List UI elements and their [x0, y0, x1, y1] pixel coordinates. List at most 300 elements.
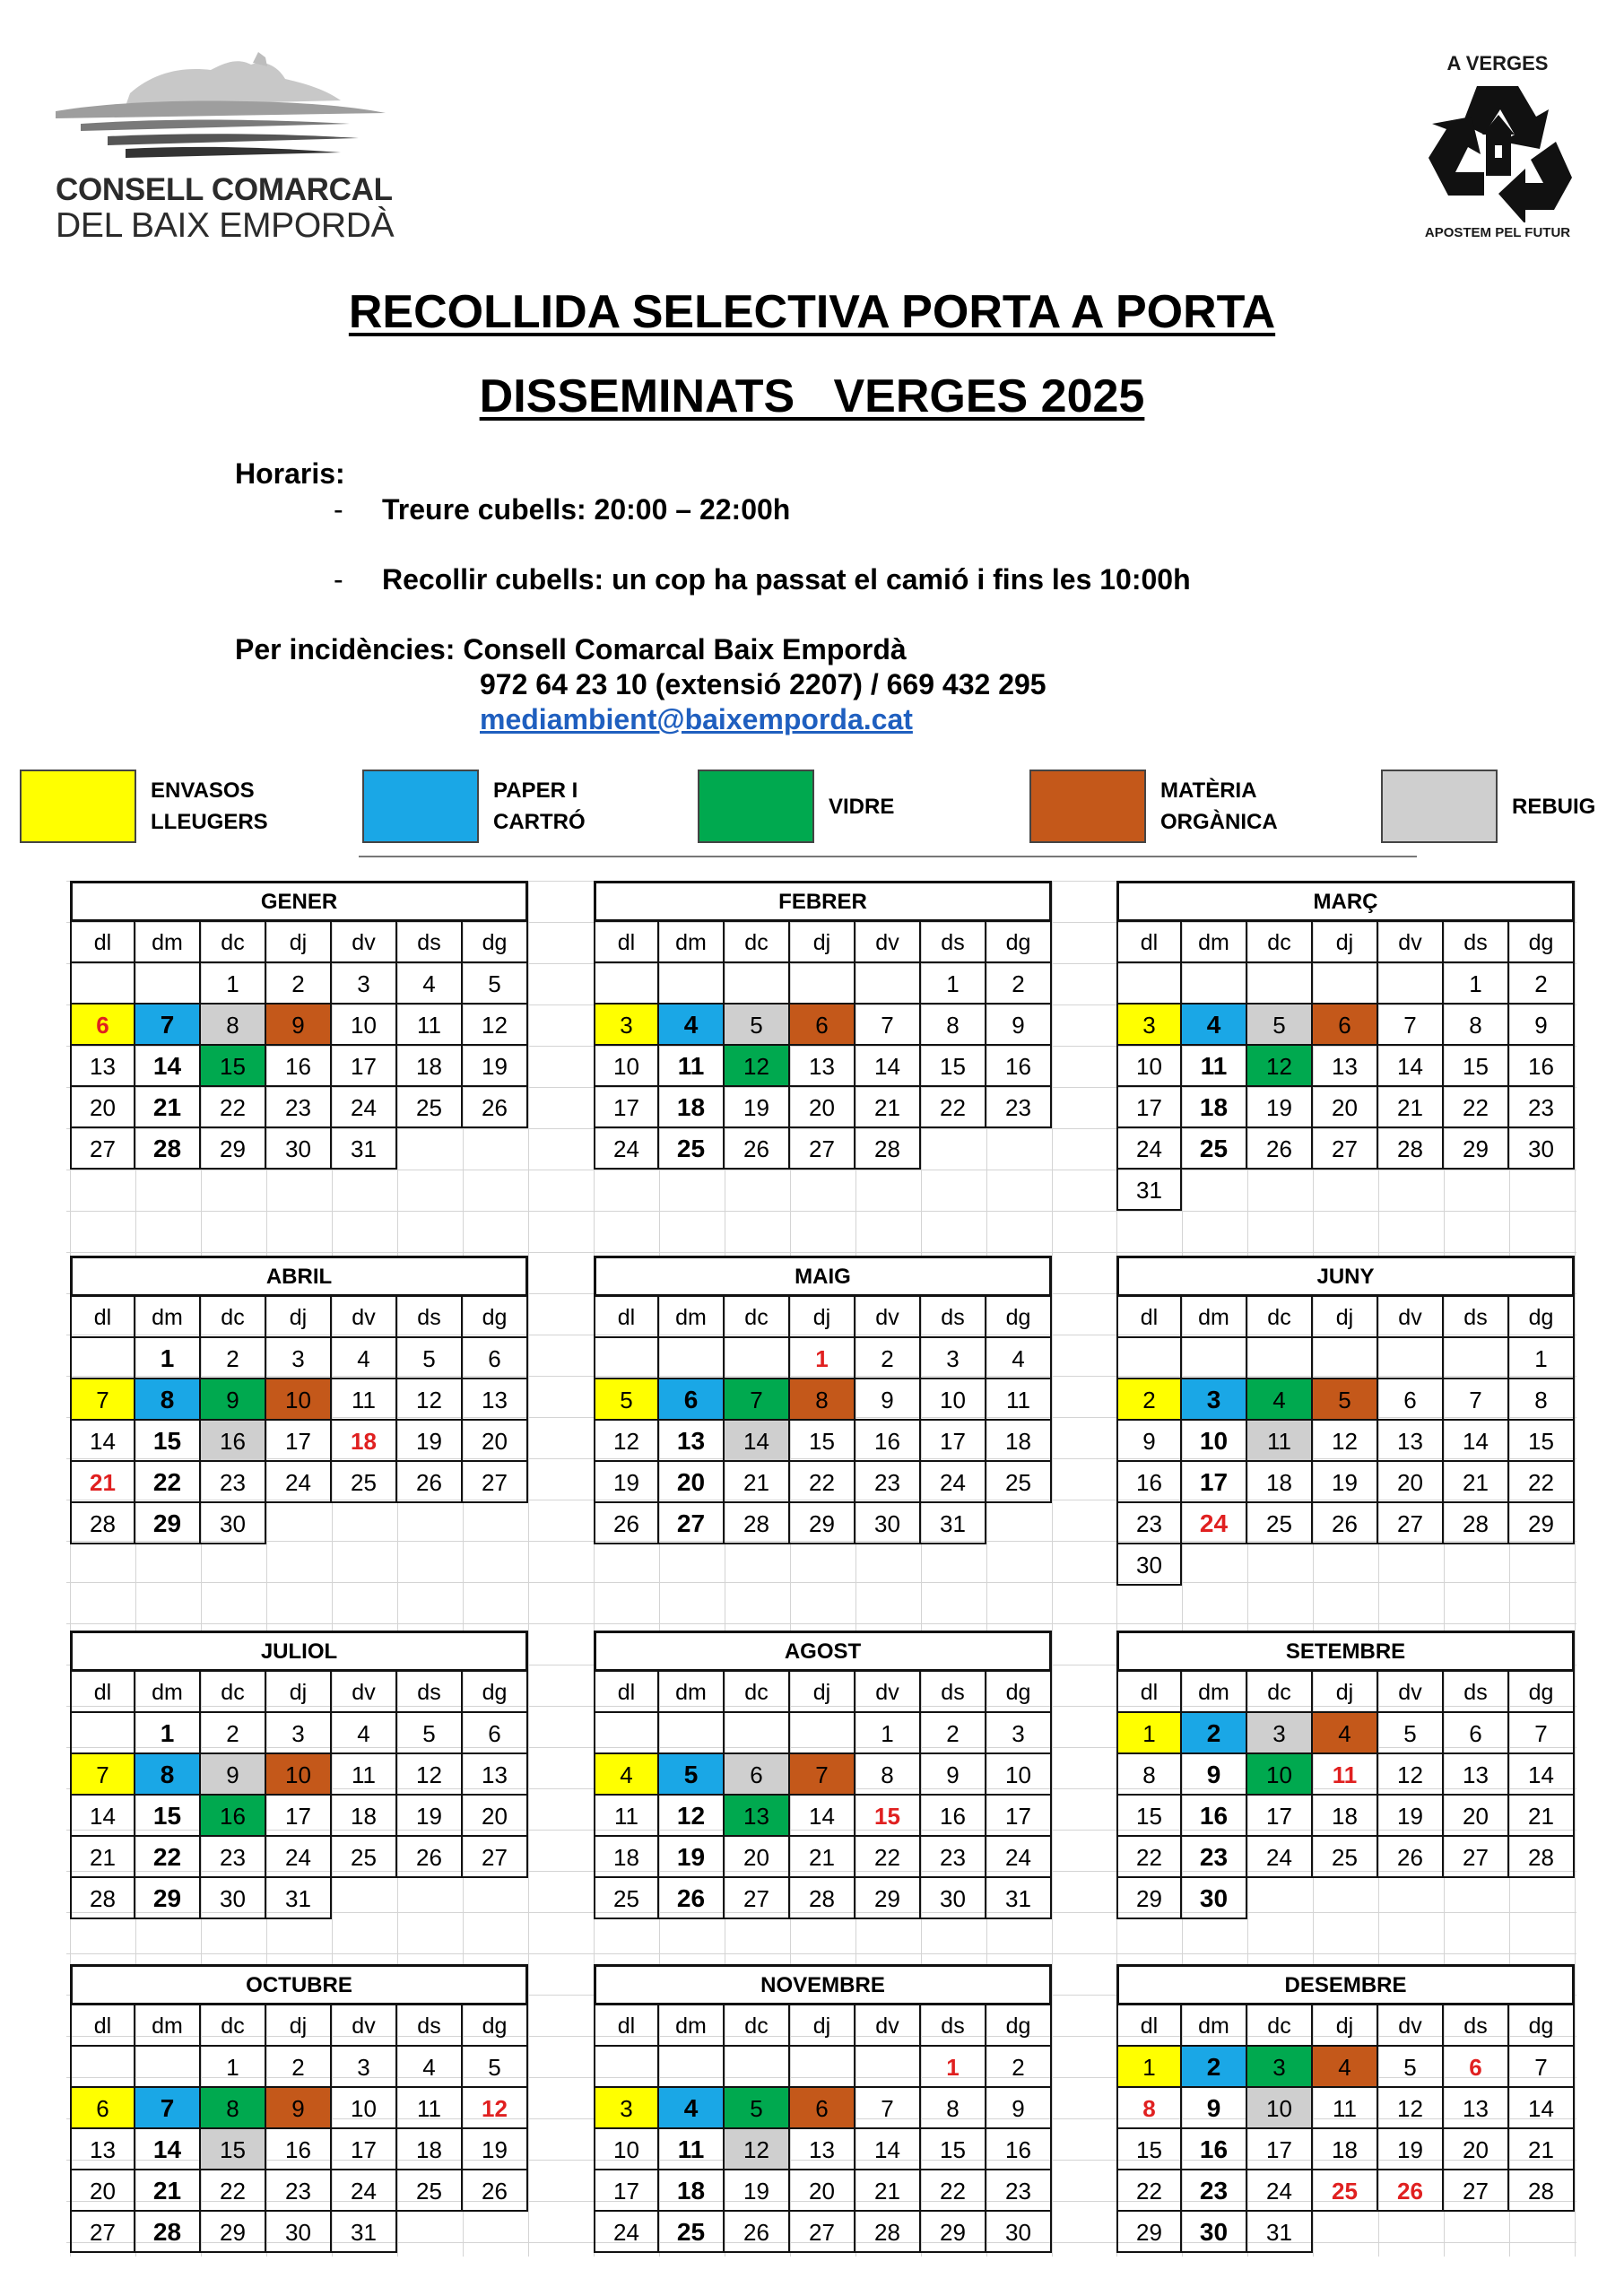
day-cell: 31: [1247, 2212, 1313, 2253]
day-cell: 27: [1313, 1128, 1378, 1170]
day-cell: 25: [332, 1462, 397, 1503]
day-cell: 23: [1116, 1503, 1182, 1544]
day-cell: 3: [594, 2088, 659, 2129]
day-cell: 24: [1116, 1128, 1182, 1170]
day-cell: 7: [70, 1379, 135, 1421]
day-cell: 10: [266, 1754, 332, 1796]
day-cell: 19: [725, 1087, 790, 1128]
day-cell: 3: [1116, 1004, 1182, 1046]
day-cell: 6: [1313, 1004, 1378, 1046]
month-name: NOVEMBRE: [594, 1964, 1052, 2005]
day-cell: 22: [855, 1837, 921, 1878]
day-cell: 12: [463, 1004, 528, 1046]
day-cell: 8: [790, 1379, 855, 1421]
day-cell: 8: [1509, 1379, 1575, 1421]
day-cell: 11: [1247, 1421, 1313, 1462]
weekday-header: dv: [332, 2005, 397, 2047]
day-cell: 28: [855, 1128, 921, 1170]
day-cell: 5: [1378, 1713, 1444, 1754]
empty-cell: [1444, 1338, 1509, 1379]
day-cell: 18: [659, 2170, 725, 2212]
day-cell: 4: [594, 1754, 659, 1796]
day-cell: 17: [332, 2129, 397, 2170]
day-cell: 23: [266, 1087, 332, 1128]
day-cell: 8: [921, 1004, 986, 1046]
day-cell: 4: [659, 1004, 725, 1046]
weekday-header: dl: [1116, 1297, 1182, 1338]
day-cell: 31: [921, 1503, 986, 1544]
empty-cell: [1247, 1338, 1313, 1379]
day-cell: 8: [921, 2088, 986, 2129]
day-cell: 20: [1444, 1796, 1509, 1837]
day-cell: 19: [1247, 1087, 1313, 1128]
day-cell: 11: [986, 1379, 1052, 1421]
day-cell: 15: [921, 2129, 986, 2170]
weekday-header: dl: [1116, 1672, 1182, 1713]
day-cell: 18: [594, 1837, 659, 1878]
day-cell: 17: [986, 1796, 1052, 1837]
day-cell: 20: [659, 1462, 725, 1503]
day-cell: 15: [1116, 1796, 1182, 1837]
day-cell: 27: [1444, 1837, 1509, 1878]
day-cell: 10: [1247, 1754, 1313, 1796]
day-cell: 20: [1378, 1462, 1444, 1503]
day-cell: 27: [463, 1837, 528, 1878]
day-cell: 12: [725, 2129, 790, 2170]
guide-line: [1575, 881, 1576, 2257]
day-cell: 21: [135, 2170, 201, 2212]
day-cell: 3: [1247, 2047, 1313, 2088]
weekday-header: dg: [986, 922, 1052, 963]
day-cell: 15: [201, 2129, 266, 2170]
day-cell: 3: [332, 963, 397, 1004]
day-cell: 30: [266, 1128, 332, 1170]
day-cell: 21: [1509, 2129, 1575, 2170]
day-cell: 25: [397, 1087, 463, 1128]
day-cell: 19: [397, 1796, 463, 1837]
day-cell: 18: [986, 1421, 1052, 1462]
day-cell: 16: [266, 2129, 332, 2170]
weekday-header: dj: [1313, 1297, 1378, 1338]
day-cell: 16: [855, 1421, 921, 1462]
weekday-header: dc: [725, 2005, 790, 2047]
weekday-header: dc: [201, 2005, 266, 2047]
weekday-header: dm: [659, 922, 725, 963]
month-name: ABRIL: [70, 1256, 528, 1297]
weekday-header: dm: [135, 1297, 201, 1338]
day-cell: 28: [790, 1878, 855, 1919]
day-cell: 16: [921, 1796, 986, 1837]
day-cell: 26: [463, 2170, 528, 2212]
day-cell: 5: [1378, 2047, 1444, 2088]
weekday-header: dl: [1116, 922, 1182, 963]
weekday-header: ds: [921, 2005, 986, 2047]
day-cell: 29: [201, 1128, 266, 1170]
day-cell: 8: [135, 1754, 201, 1796]
day-cell: 18: [397, 2129, 463, 2170]
day-cell: 29: [1116, 2212, 1182, 2253]
day-cell: 9: [855, 1379, 921, 1421]
day-cell: 24: [266, 1837, 332, 1878]
day-cell: 5: [397, 1338, 463, 1379]
day-cell: 4: [332, 1338, 397, 1379]
day-cell: 5: [594, 1379, 659, 1421]
day-cell: 27: [1444, 2170, 1509, 2212]
weekday-header: dj: [1313, 2005, 1378, 2047]
day-cell: 26: [1247, 1128, 1313, 1170]
day-cell: 4: [986, 1338, 1052, 1379]
empty-cell: [594, 2047, 659, 2088]
day-cell: 24: [921, 1462, 986, 1503]
day-cell: 21: [70, 1462, 135, 1503]
day-cell: 21: [855, 1087, 921, 1128]
day-cell: 4: [1313, 1713, 1378, 1754]
day-cell: 1: [921, 2047, 986, 2088]
day-cell: 4: [397, 2047, 463, 2088]
day-cell: 9: [266, 2088, 332, 2129]
empty-cell: [855, 2047, 921, 2088]
day-cell: 12: [725, 1046, 790, 1087]
schedule-dash-2: -: [334, 563, 343, 596]
day-cell: 22: [921, 1087, 986, 1128]
guide-line: [66, 1623, 1576, 1624]
weekday-header: dl: [70, 1672, 135, 1713]
day-cell: 6: [790, 2088, 855, 2129]
weekday-header: dm: [659, 1297, 725, 1338]
day-cell: 2: [986, 963, 1052, 1004]
day-cell: 1: [201, 963, 266, 1004]
day-cell: 16: [201, 1421, 266, 1462]
month-name: FEBRER: [594, 881, 1052, 922]
day-cell: 4: [659, 2088, 725, 2129]
day-cell: 28: [1509, 1837, 1575, 1878]
day-cell: 20: [463, 1421, 528, 1462]
weekday-header: dg: [986, 2005, 1052, 2047]
day-cell: 2: [921, 1713, 986, 1754]
day-cell: 5: [463, 2047, 528, 2088]
day-cell: 13: [70, 1046, 135, 1087]
day-cell: 1: [790, 1338, 855, 1379]
day-cell: 23: [201, 1837, 266, 1878]
day-cell: 5: [659, 1754, 725, 1796]
weekday-header: dv: [855, 922, 921, 963]
day-cell: 11: [397, 1004, 463, 1046]
weekday-header: ds: [921, 1672, 986, 1713]
day-cell: 3: [1182, 1379, 1247, 1421]
day-cell: 24: [1247, 1837, 1313, 1878]
weekday-header: dl: [1116, 2005, 1182, 2047]
day-cell: 16: [266, 1046, 332, 1087]
day-cell: 18: [332, 1796, 397, 1837]
day-cell: 29: [201, 2212, 266, 2253]
day-cell: 5: [463, 963, 528, 1004]
day-cell: 14: [790, 1796, 855, 1837]
legend-label-envasos: ENVASOS LLEUGERS: [151, 778, 268, 834]
day-cell: 26: [1378, 1837, 1444, 1878]
month-name: SETEMBRE: [1116, 1631, 1575, 1672]
day-cell: 20: [463, 1796, 528, 1837]
day-cell: 29: [1509, 1503, 1575, 1544]
day-cell: 12: [594, 1421, 659, 1462]
weekday-header: dv: [1378, 1672, 1444, 1713]
weekday-header: dj: [1313, 922, 1378, 963]
day-cell: 5: [397, 1713, 463, 1754]
day-cell: 2: [855, 1338, 921, 1379]
weekday-header: dm: [135, 922, 201, 963]
day-cell: 11: [659, 1046, 725, 1087]
day-cell: 18: [1313, 1796, 1378, 1837]
weekday-header: dv: [332, 1297, 397, 1338]
day-cell: 11: [397, 2088, 463, 2129]
day-cell: 9: [1182, 2088, 1247, 2129]
day-cell: 17: [266, 1421, 332, 1462]
weekday-header: dg: [463, 922, 528, 963]
weekday-header: ds: [1444, 922, 1509, 963]
day-cell: 14: [70, 1421, 135, 1462]
day-cell: 6: [70, 2088, 135, 2129]
empty-cell: [659, 1713, 725, 1754]
day-cell: 29: [135, 1503, 201, 1544]
title-line2-text: DISSEMINATS VERGES 2025: [479, 370, 1145, 422]
day-cell: 14: [1444, 1421, 1509, 1462]
day-cell: 2: [1182, 2047, 1247, 2088]
day-cell: 22: [135, 1462, 201, 1503]
day-cell: 9: [986, 1004, 1052, 1046]
day-cell: 4: [1182, 1004, 1247, 1046]
day-cell: 8: [855, 1754, 921, 1796]
day-cell: 11: [1313, 2088, 1378, 2129]
day-cell: 6: [463, 1713, 528, 1754]
day-cell: 16: [986, 2129, 1052, 2170]
day-cell: 30: [201, 1878, 266, 1919]
day-cell: 19: [463, 2129, 528, 2170]
day-cell: 23: [1182, 1837, 1247, 1878]
day-cell: 11: [1182, 1046, 1247, 1087]
day-cell: 18: [659, 1087, 725, 1128]
day-cell: 1: [1116, 1713, 1182, 1754]
incidents-email-link[interactable]: mediambient@baixemporda.cat: [480, 703, 913, 735]
day-cell: 12: [1378, 1754, 1444, 1796]
day-cell: 12: [397, 1379, 463, 1421]
day-cell: 13: [725, 1796, 790, 1837]
day-cell: 20: [790, 2170, 855, 2212]
day-cell: 13: [463, 1754, 528, 1796]
weekday-header: ds: [397, 2005, 463, 2047]
day-cell: 12: [397, 1754, 463, 1796]
day-cell: 26: [725, 1128, 790, 1170]
weekday-header: dj: [266, 2005, 332, 2047]
day-cell: 19: [1378, 2129, 1444, 2170]
day-cell: 1: [1444, 963, 1509, 1004]
weekday-header: dm: [135, 1672, 201, 1713]
day-cell: 30: [1182, 2212, 1247, 2253]
day-cell: 3: [266, 1338, 332, 1379]
day-cell: 14: [855, 1046, 921, 1087]
day-cell: 3: [1247, 1713, 1313, 1754]
day-cell: 17: [1182, 1462, 1247, 1503]
day-cell: 7: [1444, 1379, 1509, 1421]
day-cell: 13: [790, 1046, 855, 1087]
day-cell: 8: [1116, 1754, 1182, 1796]
day-cell: 5: [725, 2088, 790, 2129]
day-cell: 5: [1313, 1379, 1378, 1421]
day-cell: 23: [986, 2170, 1052, 2212]
weekday-header: dm: [1182, 1297, 1247, 1338]
day-cell: 27: [1378, 1503, 1444, 1544]
weekday-header: dm: [659, 1672, 725, 1713]
day-cell: 24: [594, 1128, 659, 1170]
day-cell: 6: [1378, 1379, 1444, 1421]
weekday-header: dj: [266, 1297, 332, 1338]
day-cell: 27: [70, 2212, 135, 2253]
day-cell: 2: [266, 2047, 332, 2088]
day-cell: 21: [1444, 1462, 1509, 1503]
day-cell: 17: [332, 1046, 397, 1087]
day-cell: 6: [70, 1004, 135, 1046]
weekday-header: dv: [855, 1297, 921, 1338]
day-cell: 15: [1444, 1046, 1509, 1087]
day-cell: 14: [135, 2129, 201, 2170]
day-cell: 27: [790, 2212, 855, 2253]
day-cell: 28: [1444, 1503, 1509, 1544]
day-cell: 18: [1313, 2129, 1378, 2170]
day-cell: 21: [855, 2170, 921, 2212]
day-cell: 17: [1247, 1796, 1313, 1837]
day-cell: 19: [725, 2170, 790, 2212]
day-cell: 10: [921, 1379, 986, 1421]
weekday-header: dl: [70, 922, 135, 963]
day-cell: 7: [1509, 1713, 1575, 1754]
day-cell: 30: [1116, 1544, 1182, 1586]
day-cell: 24: [1247, 2170, 1313, 2212]
day-cell: 13: [1313, 1046, 1378, 1087]
weekday-header: dc: [1247, 2005, 1313, 2047]
weekday-header: dc: [1247, 922, 1313, 963]
day-cell: 20: [70, 2170, 135, 2212]
day-cell: 4: [1247, 1379, 1313, 1421]
weekday-header: dv: [1378, 922, 1444, 963]
guide-line: [66, 1252, 1576, 1253]
day-cell: 15: [1509, 1421, 1575, 1462]
day-cell: 22: [201, 2170, 266, 2212]
day-cell: 17: [1116, 1087, 1182, 1128]
day-cell: 31: [332, 2212, 397, 2253]
legend-label-paper: PAPER I CARTRÓ: [493, 778, 586, 834]
day-cell: 22: [201, 1087, 266, 1128]
day-cell: 7: [855, 2088, 921, 2129]
day-cell: 19: [397, 1421, 463, 1462]
day-cell: 9: [1182, 1754, 1247, 1796]
day-cell: 28: [135, 2212, 201, 2253]
day-cell: 10: [332, 1004, 397, 1046]
empty-cell: [725, 1338, 790, 1379]
day-cell: 22: [790, 1462, 855, 1503]
empty-cell: [790, 963, 855, 1004]
day-cell: 7: [70, 1754, 135, 1796]
weekday-header: dm: [1182, 1672, 1247, 1713]
day-cell: 30: [201, 1503, 266, 1544]
legend-label-vidre: VIDRE: [829, 795, 895, 819]
weekday-header: dg: [463, 1297, 528, 1338]
day-cell: 23: [266, 2170, 332, 2212]
empty-cell: [135, 963, 201, 1004]
empty-cell: [70, 1713, 135, 1754]
weekday-header: dv: [1378, 1297, 1444, 1338]
legend-label-organica: MATÈRIA ORGÀNICA: [1160, 778, 1278, 834]
day-cell: 24: [594, 2212, 659, 2253]
empty-cell: [725, 1713, 790, 1754]
day-cell: 28: [1509, 2170, 1575, 2212]
day-cell: 3: [332, 2047, 397, 2088]
day-cell: 2: [201, 1713, 266, 1754]
day-cell: 30: [921, 1878, 986, 1919]
day-cell: 17: [594, 1087, 659, 1128]
weekday-header: dc: [725, 1672, 790, 1713]
weekday-header: dc: [201, 1297, 266, 1338]
day-cell: 9: [986, 2088, 1052, 2129]
day-cell: 25: [1182, 1128, 1247, 1170]
day-cell: 17: [266, 1796, 332, 1837]
day-cell: 2: [1509, 963, 1575, 1004]
day-cell: 12: [659, 1796, 725, 1837]
day-cell: 21: [135, 1087, 201, 1128]
day-cell: 27: [70, 1128, 135, 1170]
empty-cell: [659, 963, 725, 1004]
day-cell: 28: [855, 2212, 921, 2253]
day-cell: 9: [201, 1754, 266, 1796]
day-cell: 13: [790, 2129, 855, 2170]
schedule-item-2: Recollir cubells: un cop ha passat el camió i fins les 10:00h: [382, 563, 1191, 596]
day-cell: 15: [790, 1421, 855, 1462]
day-cell: 31: [266, 1878, 332, 1919]
day-cell: 13: [659, 1421, 725, 1462]
empty-cell: [659, 1338, 725, 1379]
day-cell: 2: [201, 1338, 266, 1379]
empty-cell: [790, 1713, 855, 1754]
weekday-header: dg: [1509, 922, 1575, 963]
day-cell: 24: [1182, 1503, 1247, 1544]
day-cell: 3: [594, 1004, 659, 1046]
day-cell: 7: [135, 2088, 201, 2129]
month-name: AGOST: [594, 1631, 1052, 1672]
month-name: OCTUBRE: [70, 1964, 528, 2005]
empty-cell: [594, 1713, 659, 1754]
day-cell: 20: [70, 1087, 135, 1128]
weekday-header: dj: [1313, 1672, 1378, 1713]
day-cell: 4: [397, 963, 463, 1004]
day-cell: 29: [135, 1878, 201, 1919]
guide-line: [528, 881, 529, 2257]
month-name: JULIOL: [70, 1631, 528, 1672]
weekday-header: ds: [1444, 2005, 1509, 2047]
day-cell: 5: [725, 1004, 790, 1046]
day-cell: 25: [1313, 2170, 1378, 2212]
day-cell: 3: [921, 1338, 986, 1379]
empty-cell: [70, 1338, 135, 1379]
day-cell: 25: [659, 1128, 725, 1170]
day-cell: 8: [1116, 2088, 1182, 2129]
empty-cell: [790, 2047, 855, 2088]
weekday-header: ds: [921, 1297, 986, 1338]
org-name-line2: DEL BAIX EMPORDÀ: [56, 206, 395, 245]
day-cell: 1: [135, 1713, 201, 1754]
day-cell: 10: [594, 1046, 659, 1087]
day-cell: 11: [659, 2129, 725, 2170]
day-cell: 5: [1247, 1004, 1313, 1046]
day-cell: 14: [135, 1046, 201, 1087]
weekday-header: dg: [1509, 2005, 1575, 2047]
day-cell: 1: [135, 1338, 201, 1379]
